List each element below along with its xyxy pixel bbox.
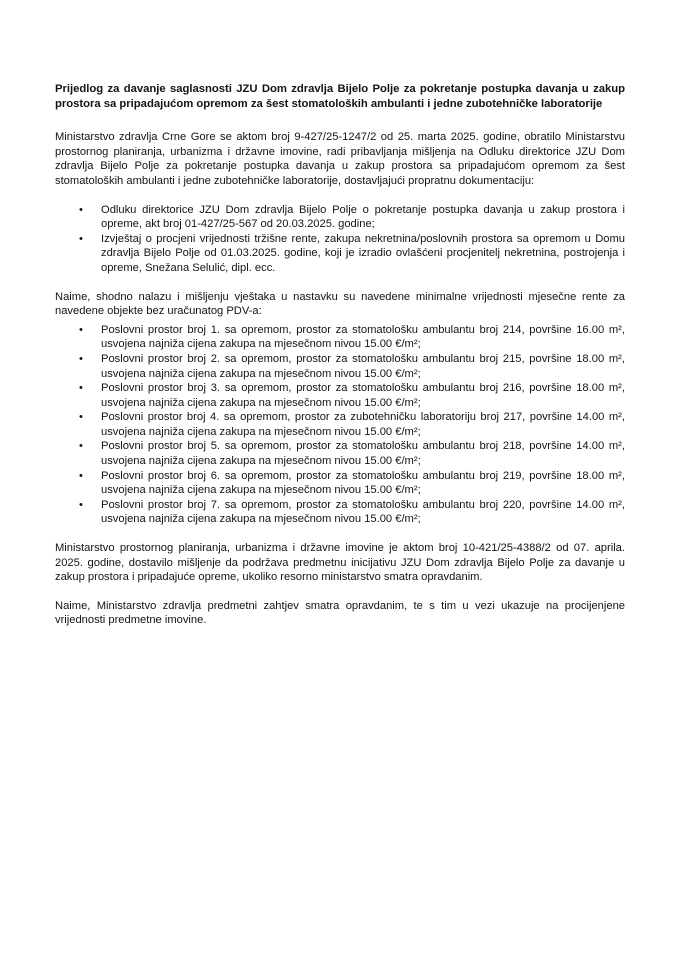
list-item-label: Izvještaj o procjeni vrijednosti tržišne rente, zakupa nekretnina/poslovnih prostora sa opremom u Domu zdravlja Bijelo Polje od 01.03.2025. godine, koji je izradio ovlašćeni procjenitelj nekretnina, postrojenja i opreme, Snežana Selulić, dipl. ecc. [101, 232, 625, 274]
intro-paragraph: Ministarstvo zdravlja Crne Gore se aktom broj 9-427/25-1247/2 od 25. marta 2025. godine, obratilo Ministarstvu prostornog planiranja, urbanizma i državne imovine, radi pribavljanja mišljenja na Odluku direktorice JZU Dom zdravlja Bijelo Polje za pokretanje postupka davanja u zakup prostora sa pripadajućom opremom za šest stomatoloških ambulanti i jedne zubotehničke laboratorije, dostavljajući propratnu dokumentaciju: [55, 131, 625, 187]
list-item-label: Poslovni prostor broj 4. sa opremom, prostor za zubotehničku laboratoriju broj 217, površine 14.00 m², usvojena najniža cijena zakupa na mjesečnom nivou 15.00 €/m²; [101, 411, 625, 438]
list-item [55, 439, 625, 468]
list-item [55, 352, 625, 381]
list-item [55, 203, 625, 232]
conclusion-paragraph: Naime, Ministarstvo zdravlja predmetni zahtjev smatra opravdanim, te s tim u vezi ukazuje na procijenjene vrijednosti predmetne imovine. [55, 599, 625, 627]
list-item [55, 323, 625, 352]
bullet-icon: • [79, 411, 83, 424]
ministry-opinion-paragraph: Ministarstvo prostornog planiranja, urbanizma i državne imovine je aktom broj 10-421/25-4388/2 od 07. aprila. 2025. godine, dostavilo mišljenje da podržava predmetnu inicijativu JZU Dom zdravlja Bijelo Polje za davanje u zakup prostora i pripadajuće opreme, ukoliko resorno ministarstvo smatra opravdanim. [55, 542, 625, 584]
list-item-label: Poslovni prostor broj 5. sa opremom, prostor za stomatološku ambulantu broj 218, površine 14.00 m², usvojena najniža cijena zakupa na mjesečnom nivou 15.00 €/m²; [101, 440, 625, 468]
bullet-icon: • [79, 232, 83, 245]
list-item [55, 232, 625, 276]
premises-list [55, 323, 625, 527]
bullet-icon: • [79, 440, 83, 453]
list-item-label: Poslovni prostor broj 6. sa opremom, prostor za stomatološku ambulantu broj 219, površine 18.00 m², usvojena najniža cijena zakupa na mjesečnom nivou 15.00 €/m²; [101, 469, 625, 497]
bullet-icon: • [79, 203, 83, 216]
list-item [55, 498, 625, 527]
list-item-label: Poslovni prostor broj 3. sa opremom, prostor za stomatološku ambulantu broj 216, površine 18.00 m², usvojena najniža cijena zakupa na mjesečnom nivou 15.00 €/m²; [101, 382, 625, 409]
list-item [55, 469, 625, 498]
list-item-label: Poslovni prostor broj 2. sa opremom, prostor za stomatološku ambulantu broj 215, površine 18.00 m², usvojena najniža cijena zakupa na mjesečnom nivou 15.00 €/m²; [101, 352, 625, 380]
page-title: Prijedlog za davanje saglasnosti JZU Dom zdravlja Bijelo Polje za pokretanje postupka davanja u zakup prostora sa pripadajućom opremom za šest stomatoloških ambulanti i jedne zubotehničke laboratorije [55, 83, 625, 110]
bullet-icon: • [79, 498, 83, 511]
bullet-icon: • [79, 382, 83, 395]
expert-intro-paragraph: Naime, shodno nalazu i mišljenju vještaka u nastavku su navedene minimalne vrijednosti mjesečne rente za navedene objekte bez uračunatog PDV-a: [55, 290, 625, 318]
list-item [55, 410, 625, 439]
list-item-label: Poslovni prostor broj 7. sa opremom, prostor za stomatološku ambulantu broj 220, površine 14.00 m², usvojena najniža cijena zakupa na mjesečnom nivou 15.00 €/m²; [101, 498, 625, 526]
bullet-icon: • [79, 352, 83, 365]
bullet-icon: • [79, 323, 83, 336]
documentation-list [55, 203, 625, 276]
list-item-label: Odluku direktorice JZU Dom zdravlja Bijelo Polje o pokretanje postupka davanja u zakup prostora i opreme, akt broj 01-427/25-567 od 20.03.2025. godine; [101, 203, 625, 231]
list-item-label: Poslovni prostor broj 1. sa opremom, prostor za stomatološku ambulantu broj 214, površine 16.00 m², usvojena najniža cijena zakupa na mjesečnom nivou 15.00 €/m²; [101, 323, 625, 351]
bullet-icon: • [79, 469, 83, 482]
list-item [55, 381, 625, 410]
